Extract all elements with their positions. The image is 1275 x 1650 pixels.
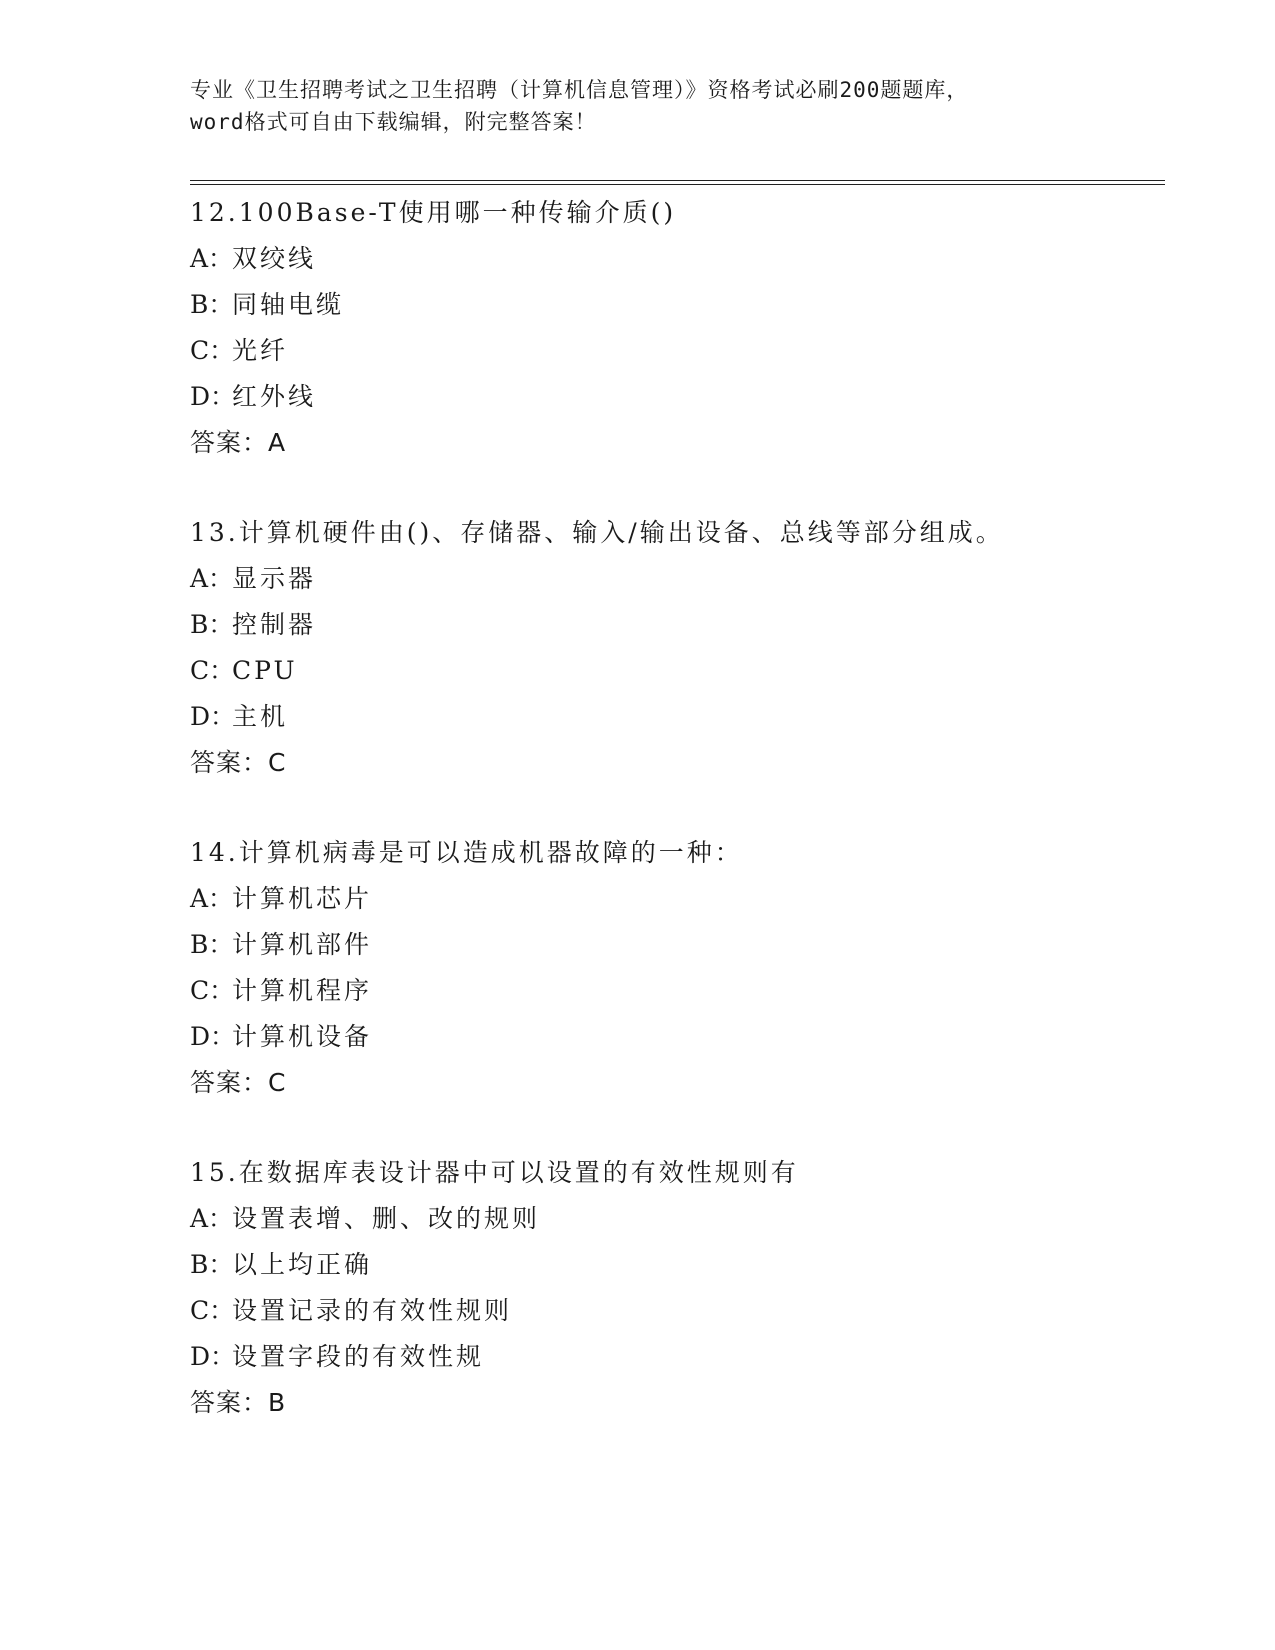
question-block: [190, 510, 1170, 786]
option-c: [190, 328, 1170, 374]
option-text: 计算机设备: [232, 1022, 373, 1051]
question-block: [190, 1150, 1170, 1426]
option-d: [190, 374, 1170, 420]
question-stem: 12.100Base-T使用哪一种传输介质(): [190, 198, 677, 227]
option-text: 设置字段的有效性规: [232, 1342, 485, 1371]
option-a: [190, 556, 1170, 602]
option-letter: C：: [190, 656, 235, 685]
option-text: 计算机程序: [232, 976, 373, 1005]
option-c: [190, 648, 1170, 694]
option-b: [190, 602, 1170, 648]
option-d: [190, 1334, 1170, 1380]
header-title-line-2: word格式可自由下载编辑，附完整答案！: [190, 110, 597, 134]
answer-line: 答案：C: [190, 1068, 287, 1097]
option-d: [190, 694, 1170, 740]
option-text: 以上均正确: [232, 1250, 373, 1279]
option-b: [190, 922, 1170, 968]
option-letter: C：: [190, 976, 235, 1005]
option-d: [190, 1014, 1170, 1060]
option-c: [190, 968, 1170, 1014]
option-letter: D：: [190, 1342, 236, 1371]
option-text: 设置记录的有效性规则: [232, 1296, 513, 1325]
option-text: 计算机芯片: [232, 884, 373, 913]
option-letter: A：: [190, 1204, 234, 1233]
option-letter: B：: [190, 930, 234, 959]
option-text: 双绞线: [232, 244, 317, 273]
option-letter: A：: [190, 884, 234, 913]
header-divider-bottom: [190, 184, 1165, 185]
question-block: [190, 830, 1170, 1106]
question-block: [190, 190, 1170, 466]
option-letter: D：: [190, 382, 236, 411]
question-stem: 14.计算机病毒是可以造成机器故障的一种：: [190, 838, 743, 867]
answer-line: 答案：C: [190, 748, 287, 777]
option-text: 同轴电缆: [232, 290, 345, 319]
option-text: 设置表增、删、改的规则: [232, 1204, 541, 1233]
option-letter: B：: [190, 1250, 234, 1279]
option-text: 主机: [232, 702, 289, 731]
option-letter: A：: [190, 564, 234, 593]
document-header: [190, 74, 1090, 138]
option-letter: B：: [190, 610, 234, 639]
option-text: CPU: [232, 656, 298, 685]
option-letter: B：: [190, 290, 234, 319]
option-letter: D：: [190, 1022, 236, 1051]
option-letter: C：: [190, 336, 235, 365]
option-letter: A：: [190, 244, 234, 273]
header-divider-top: [190, 180, 1165, 181]
option-text: 光纤: [232, 336, 289, 365]
option-text: 计算机部件: [232, 930, 373, 959]
question-stem: 13.计算机硬件由()、存储器、输入/输出设备、总线等部分组成。: [190, 518, 1004, 547]
option-text: 红外线: [232, 382, 317, 411]
option-a: [190, 1196, 1170, 1242]
question-stem: 15.在数据库表设计器中可以设置的有效性规则有: [190, 1158, 799, 1187]
option-letter: C：: [190, 1296, 235, 1325]
option-text: 控制器: [232, 610, 317, 639]
answer-line: 答案：B: [190, 1388, 287, 1417]
option-text: 显示器: [232, 564, 317, 593]
option-b: [190, 282, 1170, 328]
option-a: [190, 236, 1170, 282]
header-title-line-1: 专业《卫生招聘考试之卫生招聘（计算机信息管理）》资格考试必刷200题题库，: [190, 78, 969, 102]
option-letter: D：: [190, 702, 236, 731]
option-b: [190, 1242, 1170, 1288]
option-c: [190, 1288, 1170, 1334]
answer-line: 答案：A: [190, 428, 287, 457]
option-a: [190, 876, 1170, 922]
